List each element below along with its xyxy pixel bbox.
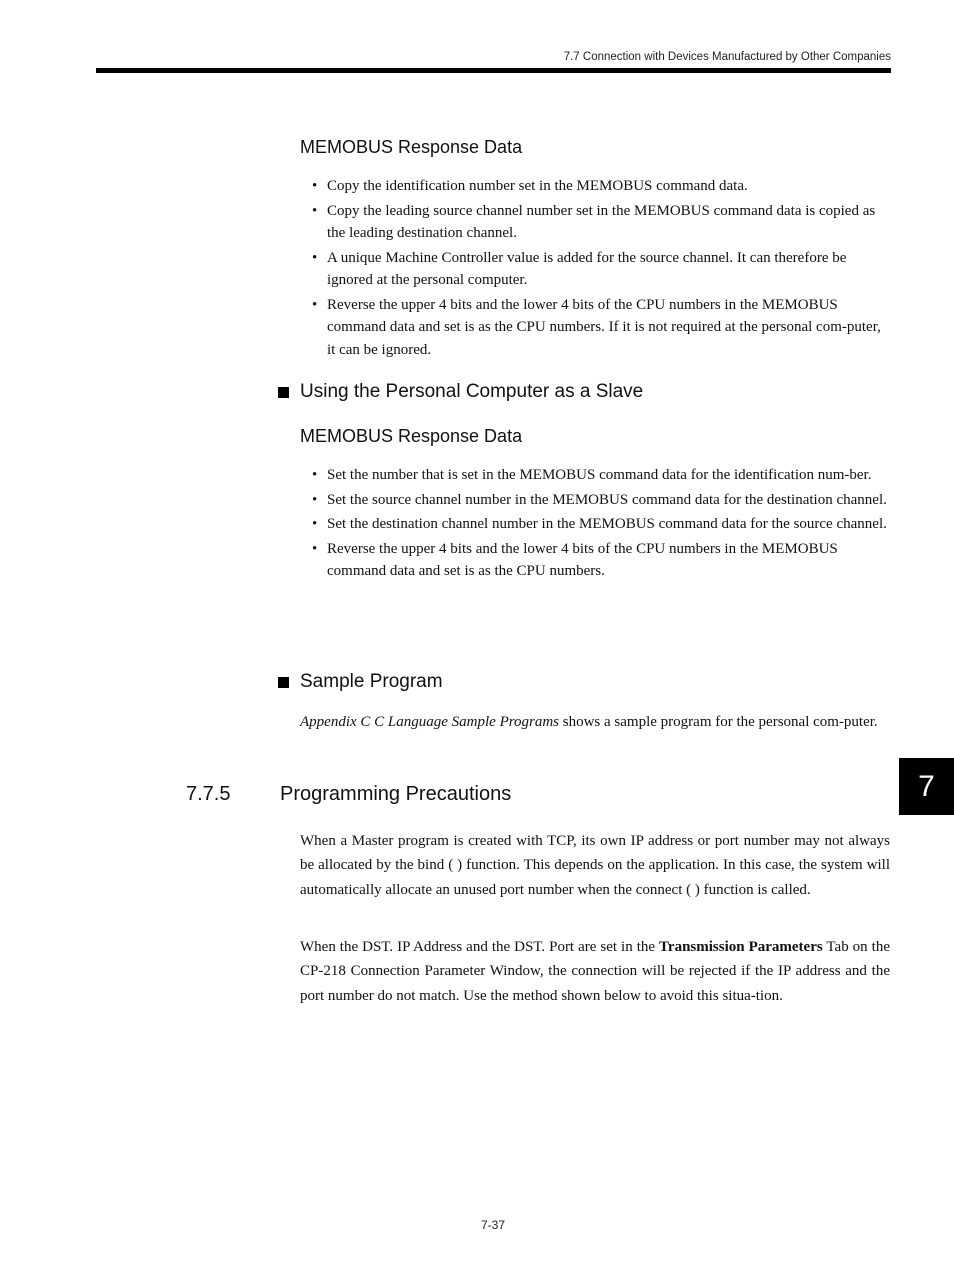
precautions-paragraph-2: When the DST. IP Address and the DST. Port are set in the Transmission Parameters Tab on the CP-218 Connection Parameter Window, the connection will be rejected if the IP address and the port number do not match. Use the method shown below to avoid this situa-tion. [300,939,890,1004]
square-bullet-icon [278,387,289,398]
list-item: • Set the number that is set in the MEMOBUS command data for the identification num-ber. [310,464,888,487]
list-item: • Reverse the upper 4 bits and the lower 4 bits of the CPU numbers in the MEMOBUS command data and set is as the CPU numbers. [310,538,888,583]
transmission-parameters-term: Transmission Parameters [659,939,823,955]
bullet-icon: • [312,516,318,532]
square-bullet-icon [278,677,289,688]
memobus-response-heading-1: MEMOBUS Response Data [300,137,523,157]
page-number: 7-37 [480,1218,506,1232]
list-item: • Set the source channel number in the MEMOBUS command data for the destination channel. [310,489,888,512]
bullet-list-1 [310,175,888,363]
slave-section-heading: Using the Personal Computer as a Slave [278,381,643,403]
precautions-paragraph-1: When a Master program is created with TCP, its own IP address or port number may not always be allocated by the bind ( ) function. This depends on the application. In this case, the system will automatically allocate an unused port number when the connect ( ) function is called. [300,833,890,898]
list-item: • Copy the identification number set in the MEMOBUS command data. [310,175,888,198]
bullet-list-2 [310,464,888,585]
running-header: 7.7 Connection with Devices Manufactured by Other Companies [563,51,891,63]
section-number: 7.7.5 [186,783,231,805]
list-item: • Reverse the upper 4 bits and the lower 4 bits of the CPU numbers in the MEMOBUS command data and set is as the CPU numbers. If it is not required at the personal com-puter, it can be ignored. [310,294,888,362]
bullet-icon: • [312,540,318,557]
bullet-icon: • [312,249,318,266]
bullet-icon: • [312,202,318,219]
sample-program-heading: Sample Program [278,671,443,693]
memobus-response-heading-2: MEMOBUS Response Data [300,426,523,446]
list-item: • A unique Machine Controller value is added for the source channel. It can therefore be ignored at the personal computer. [310,247,888,292]
bullet-icon: • [312,178,318,194]
appendix-reference: Appendix C C Language Sample Programs [300,714,560,730]
section-title: Programming Precautions [280,783,512,805]
chapter-tab: 7 [899,758,954,815]
header-rule [96,68,891,73]
bullet-icon: • [312,491,318,508]
sample-program-paragraph: Appendix C C Language Sample Programs shows a sample program for the personal com-puter. [300,714,878,730]
list-item: • Copy the leading source channel number set in the MEMOBUS command data is copied as the leading destination channel. [310,200,888,245]
bullet-icon: • [312,296,318,313]
bullet-icon: • [312,467,318,483]
list-item: • Set the destination channel number in the MEMOBUS command data for the source channel. [310,513,888,536]
